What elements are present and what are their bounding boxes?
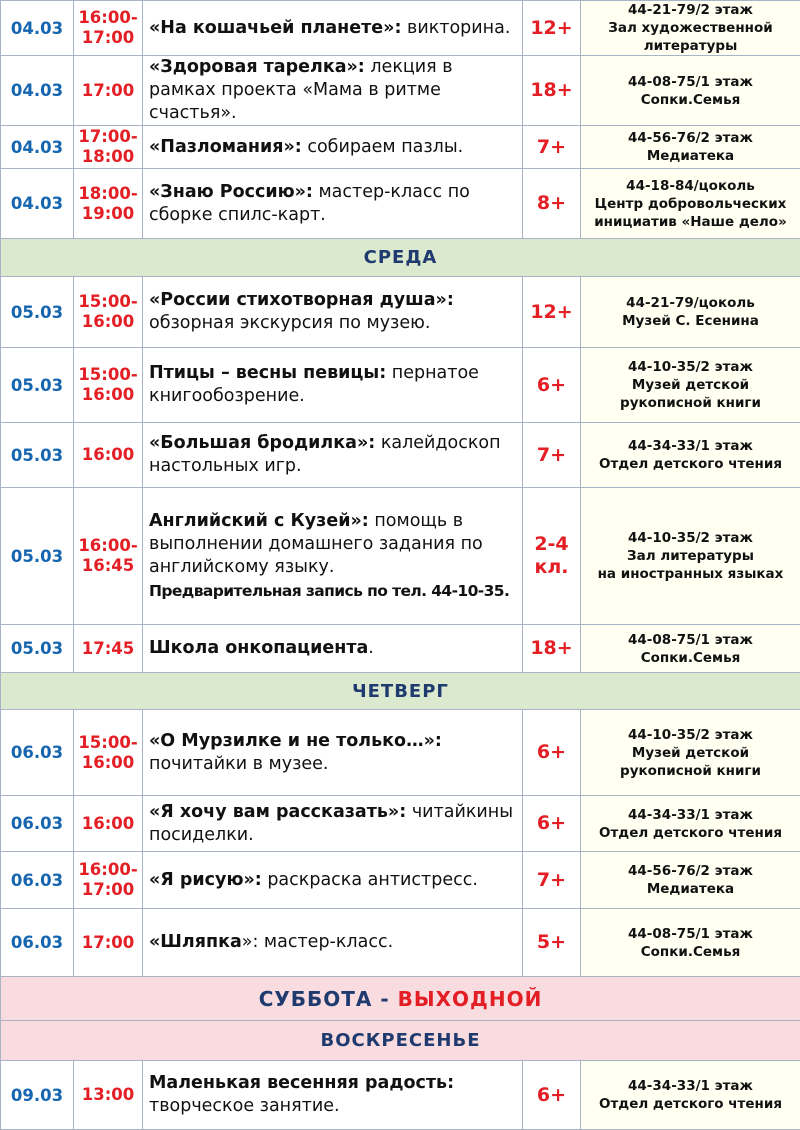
age-rating-line: 8+	[523, 192, 580, 215]
event-time-line: 15:00-	[74, 292, 142, 312]
event-row	[1, 625, 800, 673]
event-time-line: 16:00	[74, 312, 142, 332]
event-time	[74, 710, 143, 796]
event-description	[143, 169, 523, 239]
day-header-wednesday	[1, 239, 800, 277]
event-details: творческое занятие.	[149, 1096, 340, 1116]
location-line: Медиатека	[581, 880, 800, 898]
location-line: Зал литературы	[581, 547, 800, 565]
event-title: «Я хочу вам рассказать»:	[149, 802, 406, 822]
event-location	[581, 56, 800, 126]
location-line: литературы	[581, 37, 800, 55]
event-description	[143, 1061, 523, 1130]
age-rating-line: 7+	[523, 444, 580, 467]
event-title: «Знаю Россию»:	[149, 182, 313, 202]
event-row	[1, 1061, 800, 1130]
event-location	[581, 169, 800, 239]
event-title: «России стихотворная душа»:	[149, 290, 454, 310]
location-line: 44-10-35/2 этаж	[581, 529, 800, 547]
event-time	[74, 423, 143, 488]
event-time-line: 17:00	[74, 880, 142, 900]
event-description	[143, 488, 523, 625]
location-line: Музей детской	[581, 376, 800, 394]
event-time	[74, 56, 143, 126]
age-rating-line: 2-4	[523, 533, 580, 556]
day-off-label: ВЫХОДНОЙ	[398, 987, 543, 1011]
location-line: Сопки.Семья	[581, 91, 800, 109]
event-time-line: 15:00-	[74, 365, 142, 385]
event-date: 04.03	[1, 126, 74, 169]
event-time-line: 16:00	[74, 753, 142, 773]
event-details: помощь в выполнении домашнего задания по английскому языку.	[149, 511, 483, 577]
location-line: Сопки.Семья	[581, 943, 800, 961]
event-description	[143, 56, 523, 126]
location-line: 44-08-75/1 этаж	[581, 73, 800, 91]
event-location	[581, 488, 800, 625]
age-rating-line: 12+	[523, 17, 580, 40]
age-rating-line: 18+	[523, 79, 580, 102]
event-details: раскраска антистресс.	[262, 870, 478, 890]
event-details: .	[368, 638, 374, 658]
location-line: 44-56-76/2 этаж	[581, 129, 800, 147]
location-line: Сопки.Семья	[581, 649, 800, 667]
event-date: 05.03	[1, 277, 74, 348]
event-title: Английский с Кузей»:	[149, 511, 369, 531]
event-time-line: 18:00-	[74, 184, 142, 204]
location-line: 44-21-79/цоколь	[581, 294, 800, 312]
event-location	[581, 852, 800, 909]
event-time	[74, 488, 143, 625]
location-line: Музей С. Есенина	[581, 312, 800, 330]
event-registration-note: Предварительная запись по тел. 44-10-35.	[149, 579, 518, 603]
event-title: Школа онкопациента	[149, 638, 368, 658]
event-time-line: 16:00	[74, 814, 142, 834]
event-location	[581, 1, 800, 56]
day-label: ВОСКРЕСЕНЬЕ	[1, 1021, 800, 1061]
age-rating	[523, 796, 581, 852]
event-details: викторина.	[401, 18, 510, 38]
event-title: «Большая бродилка»:	[149, 433, 375, 453]
event-time-line: 16:00-	[74, 8, 142, 28]
location-line: 44-34-33/1 этаж	[581, 1077, 800, 1095]
event-row	[1, 56, 800, 126]
age-rating	[523, 909, 581, 977]
event-title: «Я рисую»:	[149, 870, 262, 890]
event-time-line: 18:00	[74, 147, 142, 167]
day-label: ЧЕТВЕРГ	[1, 673, 800, 710]
event-time-line: 17:00-	[74, 127, 142, 147]
event-details: калейдоскоп настольных игр.	[149, 433, 501, 476]
location-line: 44-10-35/2 этаж	[581, 358, 800, 376]
event-time-line: 16:00	[74, 445, 142, 465]
event-time-line: 16:00	[74, 385, 142, 405]
age-rating-line: 6+	[523, 812, 580, 835]
age-rating	[523, 852, 581, 909]
location-line: Отдел детского чтения	[581, 455, 800, 473]
event-time-line: 16:00-	[74, 860, 142, 880]
age-rating-line: 6+	[523, 741, 580, 764]
event-date: 06.03	[1, 909, 74, 977]
event-row	[1, 852, 800, 909]
event-details: пернатое книгообозрение.	[149, 363, 479, 406]
age-rating-line: 7+	[523, 136, 580, 159]
age-rating-line: 5+	[523, 931, 580, 954]
event-description	[143, 423, 523, 488]
event-time-line: 17:00	[74, 28, 142, 48]
event-location	[581, 796, 800, 852]
event-date: 05.03	[1, 625, 74, 673]
day-header-thursday	[1, 673, 800, 710]
event-time-line: 19:00	[74, 204, 142, 224]
event-description	[143, 796, 523, 852]
location-line: рукописной книги	[581, 394, 800, 412]
event-description	[143, 1, 523, 56]
location-line: 44-10-35/2 этаж	[581, 726, 800, 744]
age-rating	[523, 277, 581, 348]
age-rating-line: 7+	[523, 869, 580, 892]
location-line: 44-18-84/цоколь	[581, 177, 800, 195]
event-date: 09.03	[1, 1061, 74, 1130]
event-details: собираем пазлы.	[302, 137, 463, 157]
location-line: Отдел детского чтения	[581, 824, 800, 842]
event-description	[143, 625, 523, 673]
location-line: Зал художественной	[581, 19, 800, 37]
day-header-sunday	[1, 1021, 800, 1061]
age-rating	[523, 348, 581, 423]
location-line: на иностранных языках	[581, 565, 800, 583]
event-time-line: 17:00	[74, 933, 142, 953]
event-date: 04.03	[1, 1, 74, 56]
location-line: рукописной книги	[581, 762, 800, 780]
event-row	[1, 796, 800, 852]
location-line: Отдел детского чтения	[581, 1095, 800, 1113]
event-time	[74, 277, 143, 348]
location-line: 44-56-76/2 этаж	[581, 862, 800, 880]
event-location	[581, 277, 800, 348]
event-date: 06.03	[1, 796, 74, 852]
event-details: читайкины посиделки.	[149, 802, 513, 845]
age-rating	[523, 423, 581, 488]
event-time	[74, 169, 143, 239]
age-rating	[523, 1061, 581, 1130]
event-details: мастер-класс по сборке спилс-карт.	[149, 182, 470, 225]
event-time	[74, 126, 143, 169]
event-date: 05.03	[1, 423, 74, 488]
event-description	[143, 710, 523, 796]
event-details: обзорная экскурсия по музею.	[149, 313, 430, 333]
event-row	[1, 1, 800, 56]
age-rating-line: 12+	[523, 301, 580, 324]
event-description	[143, 909, 523, 977]
event-row	[1, 423, 800, 488]
location-line: Музей детской	[581, 744, 800, 762]
event-row	[1, 488, 800, 625]
event-description	[143, 277, 523, 348]
location-line: 44-34-33/1 этаж	[581, 806, 800, 824]
event-time	[74, 909, 143, 977]
event-row	[1, 169, 800, 239]
event-time-line: 17:00	[74, 81, 142, 101]
event-title: Птицы – весны певицы:	[149, 363, 386, 383]
location-line: 44-08-75/1 этаж	[581, 925, 800, 943]
location-line: 44-08-75/1 этаж	[581, 631, 800, 649]
location-line: Центр добровольческих	[581, 195, 800, 213]
event-row	[1, 126, 800, 169]
event-location	[581, 1061, 800, 1130]
event-details: лекция в рамках проекта «Мама в ритме счастья».	[149, 57, 453, 123]
event-location	[581, 348, 800, 423]
event-time	[74, 1061, 143, 1130]
event-time-line: 16:45	[74, 556, 142, 576]
event-location	[581, 126, 800, 169]
age-rating	[523, 169, 581, 239]
age-rating	[523, 488, 581, 625]
event-description	[143, 348, 523, 423]
age-rating-line: 18+	[523, 637, 580, 660]
age-rating	[523, 1, 581, 56]
event-time	[74, 1, 143, 56]
event-location	[581, 710, 800, 796]
day-label	[1, 977, 800, 1021]
location-line: инициатив «Наше дело»	[581, 213, 800, 231]
event-title: «Здоровая тарелка»:	[149, 57, 365, 77]
event-time	[74, 348, 143, 423]
location-line: Медиатека	[581, 147, 800, 165]
age-rating	[523, 710, 581, 796]
event-row	[1, 348, 800, 423]
age-rating	[523, 126, 581, 169]
age-rating-line: 6+	[523, 374, 580, 397]
event-title: «О Мурзилке и не только…»:	[149, 731, 442, 751]
event-location	[581, 423, 800, 488]
event-date: 05.03	[1, 488, 74, 625]
event-row	[1, 277, 800, 348]
age-rating-line: 6+	[523, 1084, 580, 1107]
event-title: Маленькая весенняя радость:	[149, 1073, 454, 1093]
event-row	[1, 909, 800, 977]
event-title: «Пазломания»:	[149, 137, 302, 157]
event-time-line: 17:45	[74, 639, 142, 659]
age-rating-line: кл.	[523, 556, 580, 579]
event-time-line: 15:00-	[74, 733, 142, 753]
event-description	[143, 852, 523, 909]
location-line: 44-21-79/2 этаж	[581, 1, 800, 19]
event-title: «На кошачьей планете»:	[149, 18, 401, 38]
event-time	[74, 796, 143, 852]
event-title: «Шляпка	[149, 932, 242, 952]
event-details: почитайки в музее.	[149, 754, 329, 774]
event-time	[74, 852, 143, 909]
event-location	[581, 625, 800, 673]
event-date: 06.03	[1, 852, 74, 909]
age-rating	[523, 56, 581, 126]
event-location	[581, 909, 800, 977]
location-line: 44-34-33/1 этаж	[581, 437, 800, 455]
event-time-line: 13:00	[74, 1085, 142, 1105]
event-date: 04.03	[1, 169, 74, 239]
event-date: 04.03	[1, 56, 74, 126]
event-date: 06.03	[1, 710, 74, 796]
day-label: СРЕДА	[1, 239, 800, 277]
day-header-saturday	[1, 977, 800, 1021]
event-row	[1, 710, 800, 796]
event-time-line: 16:00-	[74, 536, 142, 556]
event-date: 05.03	[1, 348, 74, 423]
event-description	[143, 126, 523, 169]
event-details: »: мастер-класс.	[242, 932, 393, 952]
event-time	[74, 625, 143, 673]
saturday-label: СУББОТА -	[259, 987, 398, 1011]
age-rating	[523, 625, 581, 673]
